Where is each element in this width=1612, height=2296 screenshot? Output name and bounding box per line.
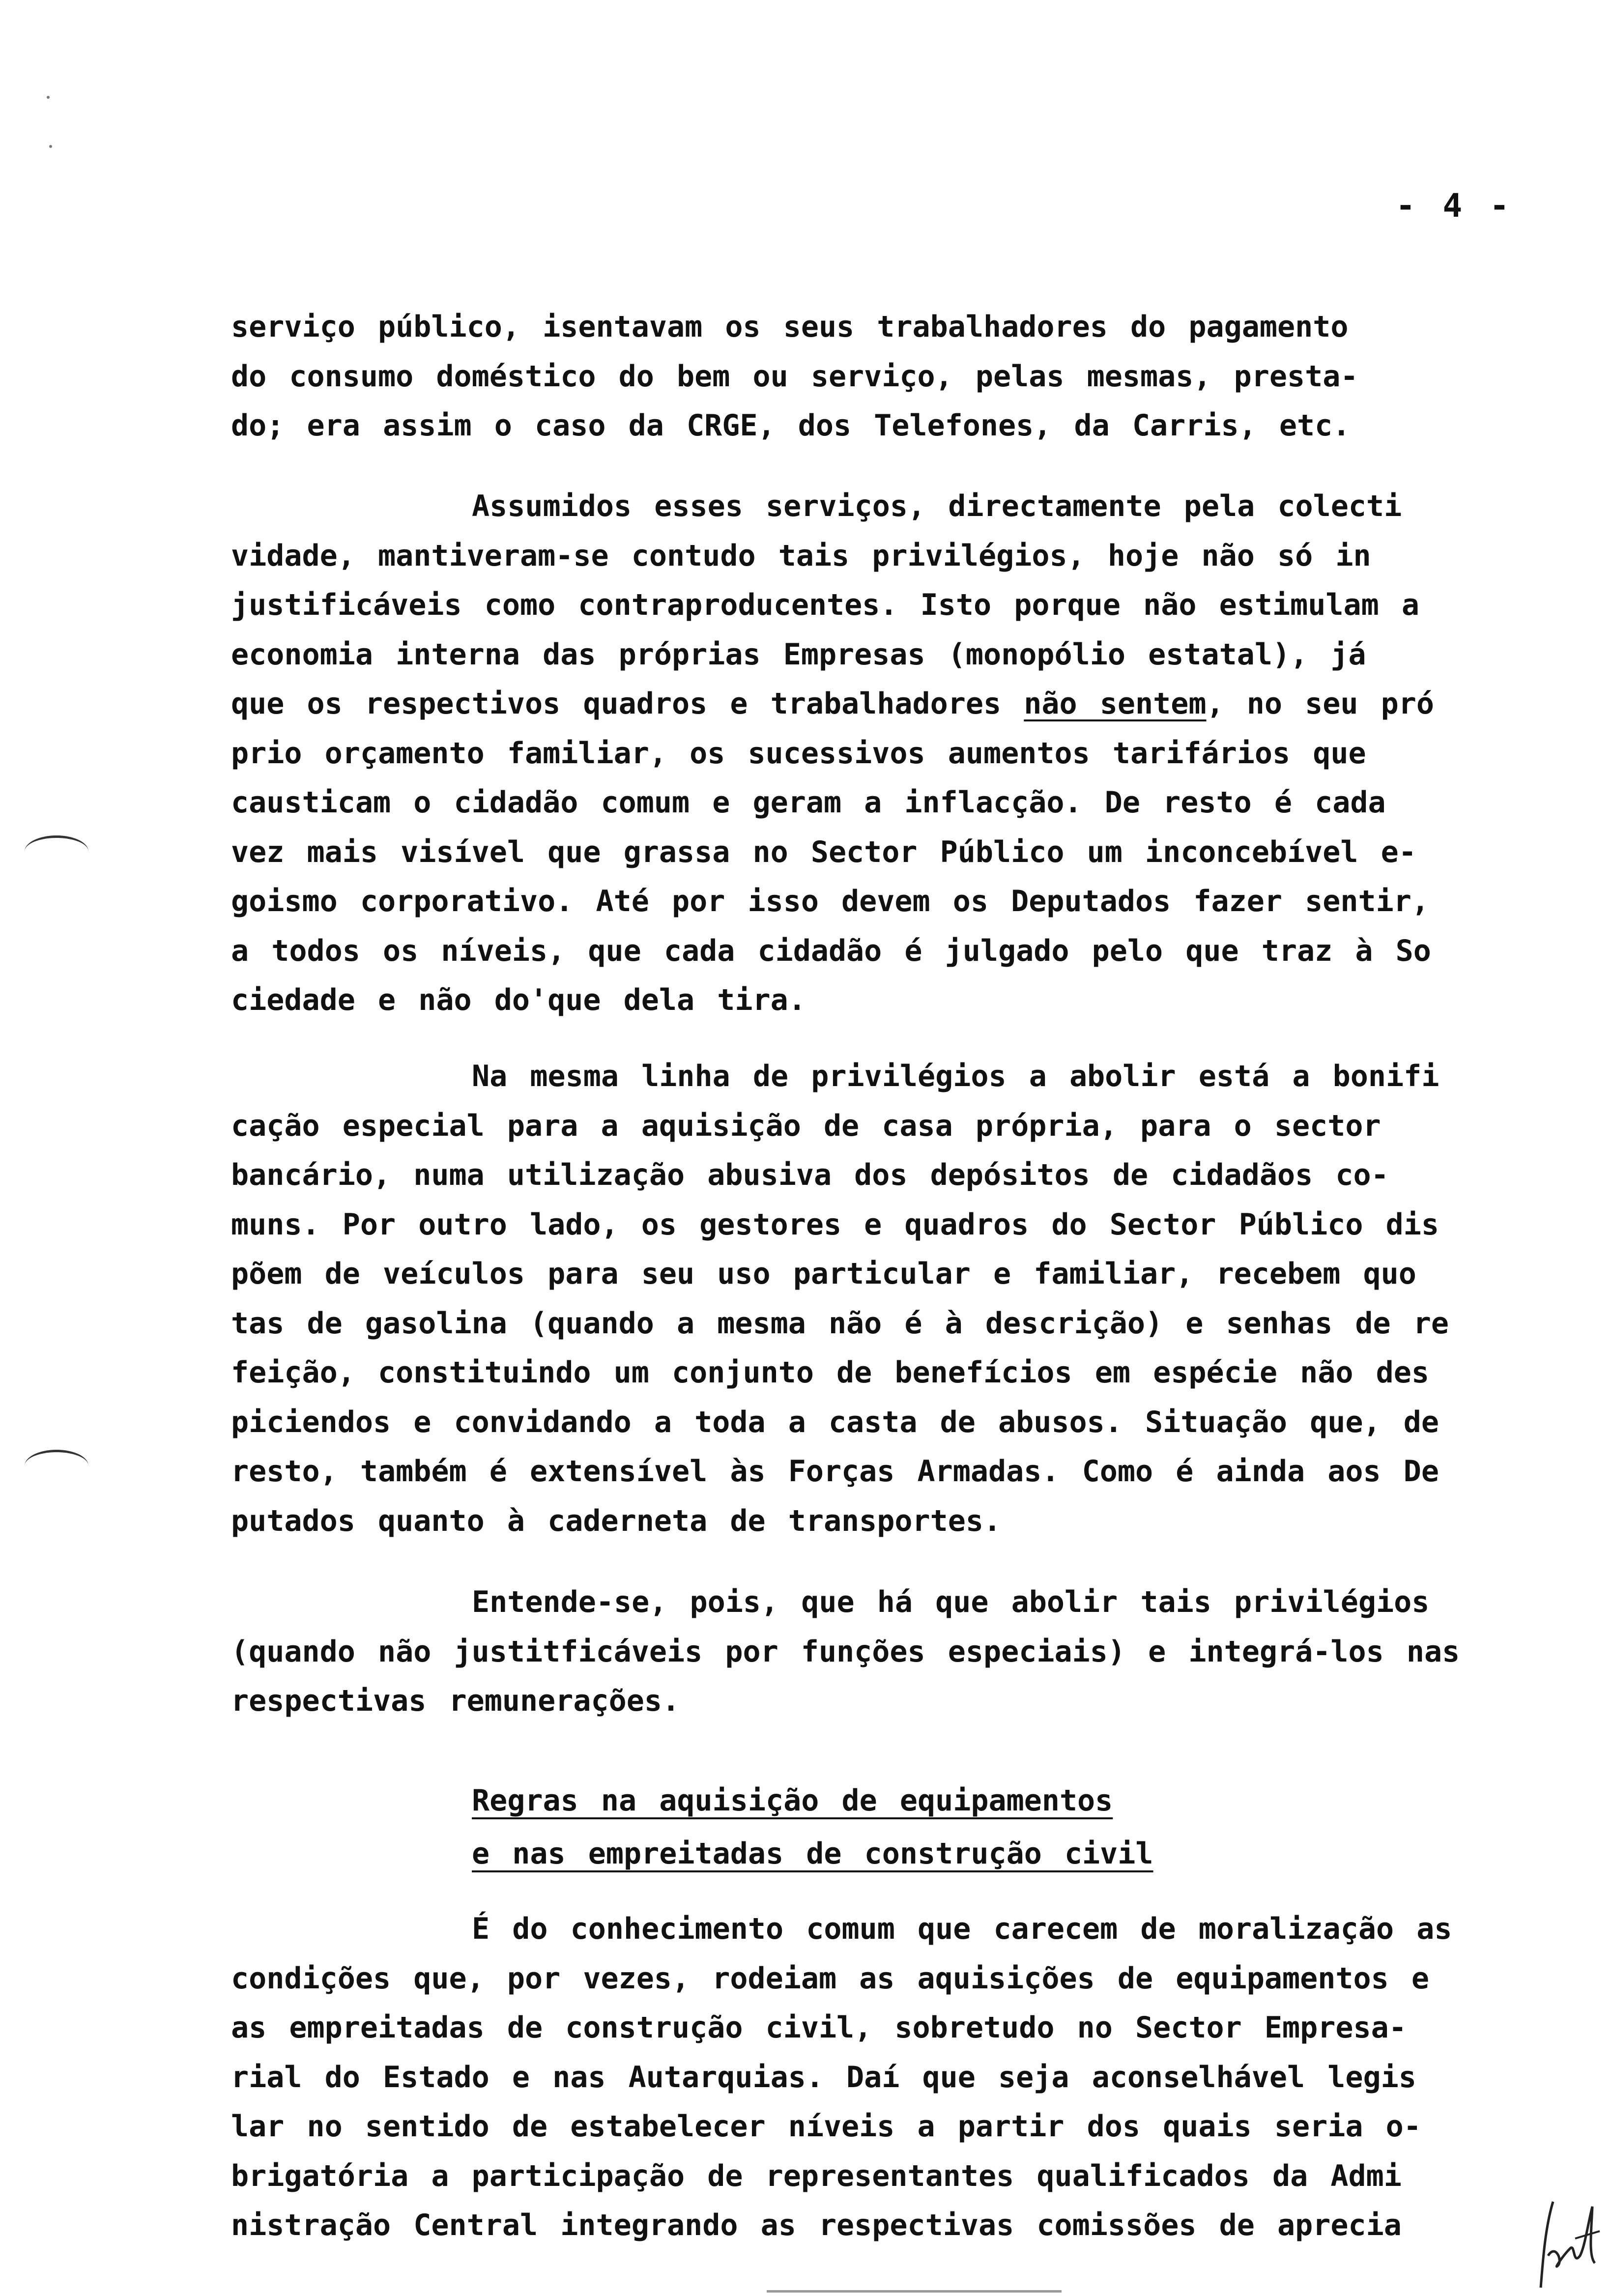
text-line: do; era assim o caso da CRGE, dos Telefones, da Carris, etc. xyxy=(231,408,1351,443)
text-line: Na mesma linha de privilégios a abolir está a bonifi xyxy=(472,1059,1439,1093)
section-heading xyxy=(472,1774,1153,1880)
text-line: que os respectivos quadros e trabalhadores não sentem, no seu pró xyxy=(231,687,1435,721)
text-line: respectivas remunerações. xyxy=(231,1684,680,1718)
text-line: piciendos e convidando a toda a casta de abusos. Situação que, de xyxy=(231,1405,1439,1439)
bottom-edge-rule xyxy=(767,2290,1062,2293)
text-line: tas de gasolina (quando a mesma não é à descrição) e senhas de re xyxy=(231,1306,1449,1341)
paragraph-4 xyxy=(231,1578,1587,1726)
paragraph-1 xyxy=(231,302,1587,451)
text-line: resto, também é extensível às Forças Armadas. Como é ainda aos De xyxy=(231,1454,1439,1489)
text-line: prio orçamento familiar, os sucessivos aumentos tarifários que xyxy=(231,736,1366,771)
text-line: cação especial para a aquisição de casa própria, para o sector xyxy=(231,1108,1381,1143)
text-line: Assumidos esses serviços, directamente pela colecti xyxy=(472,489,1402,523)
text-line: serviço público, isentavam os seus trabalhadores do pagamento xyxy=(231,310,1349,344)
margin-mark xyxy=(25,1450,88,1482)
text-line: putados quanto à caderneta de transportes. xyxy=(231,1503,1002,1538)
scan-speck xyxy=(49,145,52,148)
text-line: vidade, mantiveram-se contudo tais privilégios, hoje não só in xyxy=(231,538,1371,573)
heading-line: Regras na aquisição de equipamentos xyxy=(472,1783,1113,1818)
paragraph-2 xyxy=(231,482,1587,1025)
text-line: do consumo doméstico do bem ou serviço, pelas mesmas, presta- xyxy=(231,359,1358,394)
text-line: goismo corporativo. Até por isso devem os Deputados fazer sentir, xyxy=(231,884,1429,918)
page-number: - 4 - xyxy=(1396,187,1513,225)
text-line: põem de veículos para seu uso particular e familiar, recebem quo xyxy=(231,1257,1416,1291)
text-line: Entende-se, pois, que há que abolir tais privilégios xyxy=(472,1585,1430,1619)
text-line: vez mais visível que grassa no Sector Público um inconcebível e- xyxy=(231,834,1416,869)
paragraph-3 xyxy=(231,1052,1587,1546)
text-line: justificáveis como contraproducentes. Isto porque não estimulam a xyxy=(231,588,1419,622)
paragraph-5 xyxy=(231,1904,1587,2250)
text-line: bancário, numa utilização abusiva dos depósitos de cidadãos co- xyxy=(231,1158,1389,1192)
text-line: (quando não justitficáveis por funções especiais) e integrá-los nas xyxy=(231,1634,1460,1669)
text-line: ciedade e não do'que dela tira. xyxy=(231,983,806,1017)
margin-mark xyxy=(25,835,88,867)
text-line: as empreitadas de construção civil, sobretudo no Sector Empresa- xyxy=(231,2010,1407,2045)
scan-speck xyxy=(47,96,50,99)
text-line: rial do Estado e nas Autarquias. Daí que seja aconselhável legis xyxy=(231,2060,1416,2095)
emphasis-underline: não sentem xyxy=(1024,687,1207,721)
text-line: economia interna das próprias Empresas (monopólio estatal), já xyxy=(231,637,1366,672)
text-line: É do conhecimento comum que carecem de moralização as xyxy=(472,1912,1452,1946)
text-line: lar no sentido de estabelecer níveis a partir dos quais seria o- xyxy=(231,2109,1421,2144)
text-line: feição, constituindo um conjunto de benefícios em espécie não des xyxy=(231,1355,1429,1390)
text-line: condições que, por vezes, rodeiam as aquisições de equipamentos e xyxy=(231,1961,1429,1996)
text-line: brigatória a participação de representantes qualificados da Admi xyxy=(231,2158,1402,2193)
handwritten-initials xyxy=(1533,2197,1602,2290)
heading-line: e nas empreitadas de construção civil xyxy=(472,1837,1153,1871)
text-line: causticam o cidadão comum e geram a inflacção. De resto é cada xyxy=(231,785,1386,820)
text-line: a todos os níveis, que cada cidadão é julgado pelo que traz à So xyxy=(231,933,1431,968)
text-line: nistração Central integrando as respectivas comissões de aprecia xyxy=(231,2208,1402,2242)
text-line: muns. Por outro lado, os gestores e quadros do Sector Público dis xyxy=(231,1207,1439,1242)
